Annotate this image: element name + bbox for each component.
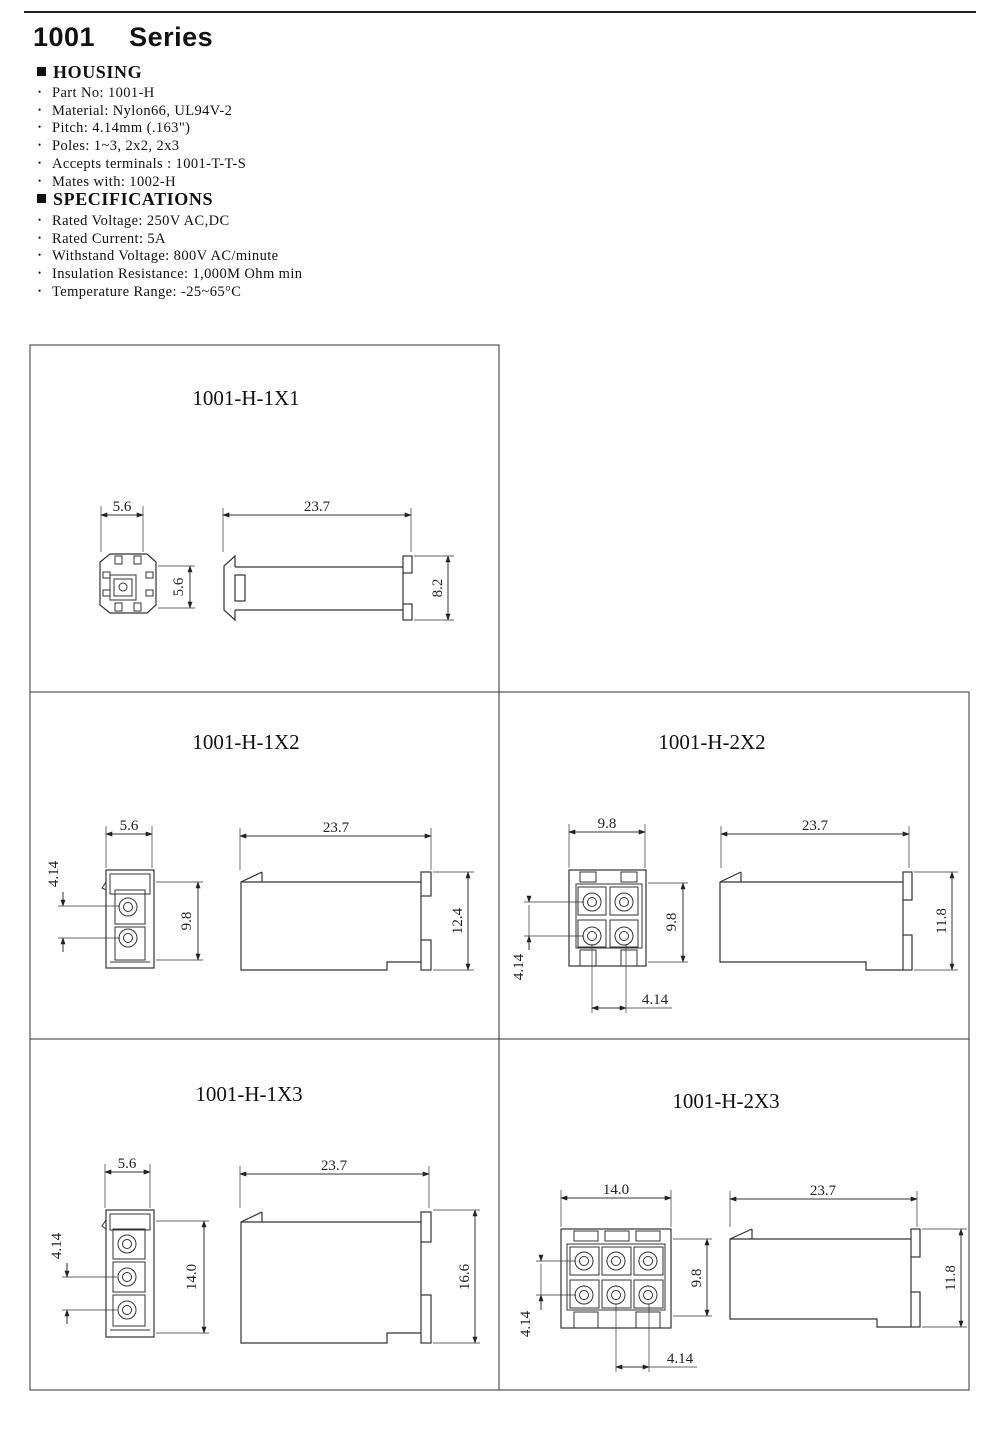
spec-item: • Insulation Resistance: 1,000M Ohm min	[38, 265, 302, 283]
dimension-pitch	[46, 860, 120, 952]
dim-label: 4.14	[666, 1351, 694, 1367]
dim-label: 4.14	[641, 992, 669, 1008]
dim-label: 14.0	[602, 1182, 630, 1198]
spec-item: • Rated Voltage: 250V AC,DC	[38, 212, 302, 230]
dim-label: 5.6	[119, 818, 139, 834]
front-view	[100, 554, 156, 613]
dimension-pitch-horizontal	[616, 1304, 697, 1372]
series-word: Series	[129, 22, 214, 52]
housing-item: • Part No: 1001-H	[38, 84, 246, 102]
dimension-width	[105, 1156, 150, 1208]
dim-label: 4.14	[46, 860, 62, 888]
side-view	[241, 872, 431, 970]
housing-item: • Pitch: 4.14mm (.163")	[38, 119, 246, 137]
side-view	[224, 556, 412, 620]
dim-label: 9.8	[689, 1268, 705, 1288]
drawing-title: 1001-H-2X2	[658, 730, 766, 754]
dim-label: 14.0	[184, 1263, 200, 1291]
dim-label: 9.8	[664, 912, 680, 932]
drawing-title: 1001-H-2X3	[672, 1089, 780, 1113]
dimension-side-height	[414, 556, 454, 620]
dimension-width	[561, 1182, 671, 1227]
housing-item: • Accepts terminals : 1001-T-T-S	[38, 155, 246, 173]
side-view	[730, 1229, 920, 1327]
dim-label: 23.7	[809, 1183, 837, 1199]
dim-label: 12.4	[450, 907, 466, 935]
dim-label: 8.2	[430, 578, 446, 598]
dim-label: 5.6	[117, 1156, 137, 1172]
dimension-side-height	[433, 872, 474, 970]
dimension-height	[158, 566, 195, 608]
dim-label: 23.7	[303, 499, 331, 515]
dimension-pitch-horizontal	[592, 944, 672, 1013]
dimension-side-height	[433, 1210, 480, 1343]
dimension-width	[101, 499, 143, 552]
panel-2x3	[518, 1089, 967, 1372]
dimension-pitch	[49, 1232, 117, 1324]
spec-item: • Temperature Range: -25~65°C	[38, 283, 302, 301]
front-view	[569, 870, 646, 966]
dim-label: 5.6	[171, 577, 187, 597]
side-view	[720, 872, 912, 970]
dimension-length	[240, 820, 431, 870]
side-view	[241, 1212, 431, 1343]
dim-label: 11.8	[943, 1265, 959, 1291]
panel-2x2	[511, 730, 958, 1013]
dimension-width	[106, 818, 152, 868]
panel-1x2	[46, 730, 474, 970]
dimension-length	[240, 1158, 429, 1208]
spec-item: • Withstand Voltage: 800V AC/minute	[38, 247, 302, 265]
front-view	[102, 1210, 154, 1337]
dim-label: 5.6	[112, 499, 132, 515]
dimension-width	[569, 816, 645, 868]
specifications-heading-text: SPECIFICATIONS	[53, 189, 214, 209]
panel-1x3	[49, 1082, 480, 1343]
dim-label: 9.8	[597, 816, 617, 832]
dim-label: 9.8	[179, 911, 195, 931]
dimension-length	[721, 818, 909, 868]
dimension-height	[156, 882, 203, 960]
drawing-title: 1001-H-1X1	[192, 386, 300, 410]
spec-item: • Rated Current: 5A	[38, 230, 302, 248]
drawing-title: 1001-H-1X3	[195, 1082, 303, 1106]
dimension-pitch-vertical	[511, 898, 584, 980]
dim-label: 23.7	[801, 818, 829, 834]
dimension-side-height	[922, 1229, 967, 1327]
housing-heading-text: HOUSING	[53, 62, 143, 82]
dim-label: 4.14	[511, 953, 527, 981]
drawing-title: 1001-H-1X2	[192, 730, 300, 754]
dimension-height	[673, 1239, 712, 1316]
dim-label: 4.14	[518, 1310, 534, 1338]
housing-item: • Mates with: 1002-H	[38, 173, 246, 191]
dimension-height	[156, 1221, 209, 1333]
series-number: 1001	[33, 22, 96, 52]
housing-item: • Material: Nylon66, UL94V-2	[38, 102, 246, 120]
panel-frames	[30, 345, 969, 1390]
dimension-side-height	[914, 872, 958, 970]
front-view	[102, 870, 154, 968]
dim-label: 23.7	[322, 820, 350, 836]
dim-label: 23.7	[320, 1158, 348, 1174]
housing-item: • Poles: 1~3, 2x2, 2x3	[38, 137, 246, 155]
dim-label: 11.8	[934, 908, 950, 934]
panel-1x1	[100, 386, 454, 620]
dim-label: 16.6	[457, 1263, 473, 1291]
dimension-length	[223, 499, 411, 552]
dimension-length	[730, 1183, 917, 1227]
dim-label: 4.14	[49, 1232, 65, 1260]
dimension-height	[648, 883, 688, 962]
